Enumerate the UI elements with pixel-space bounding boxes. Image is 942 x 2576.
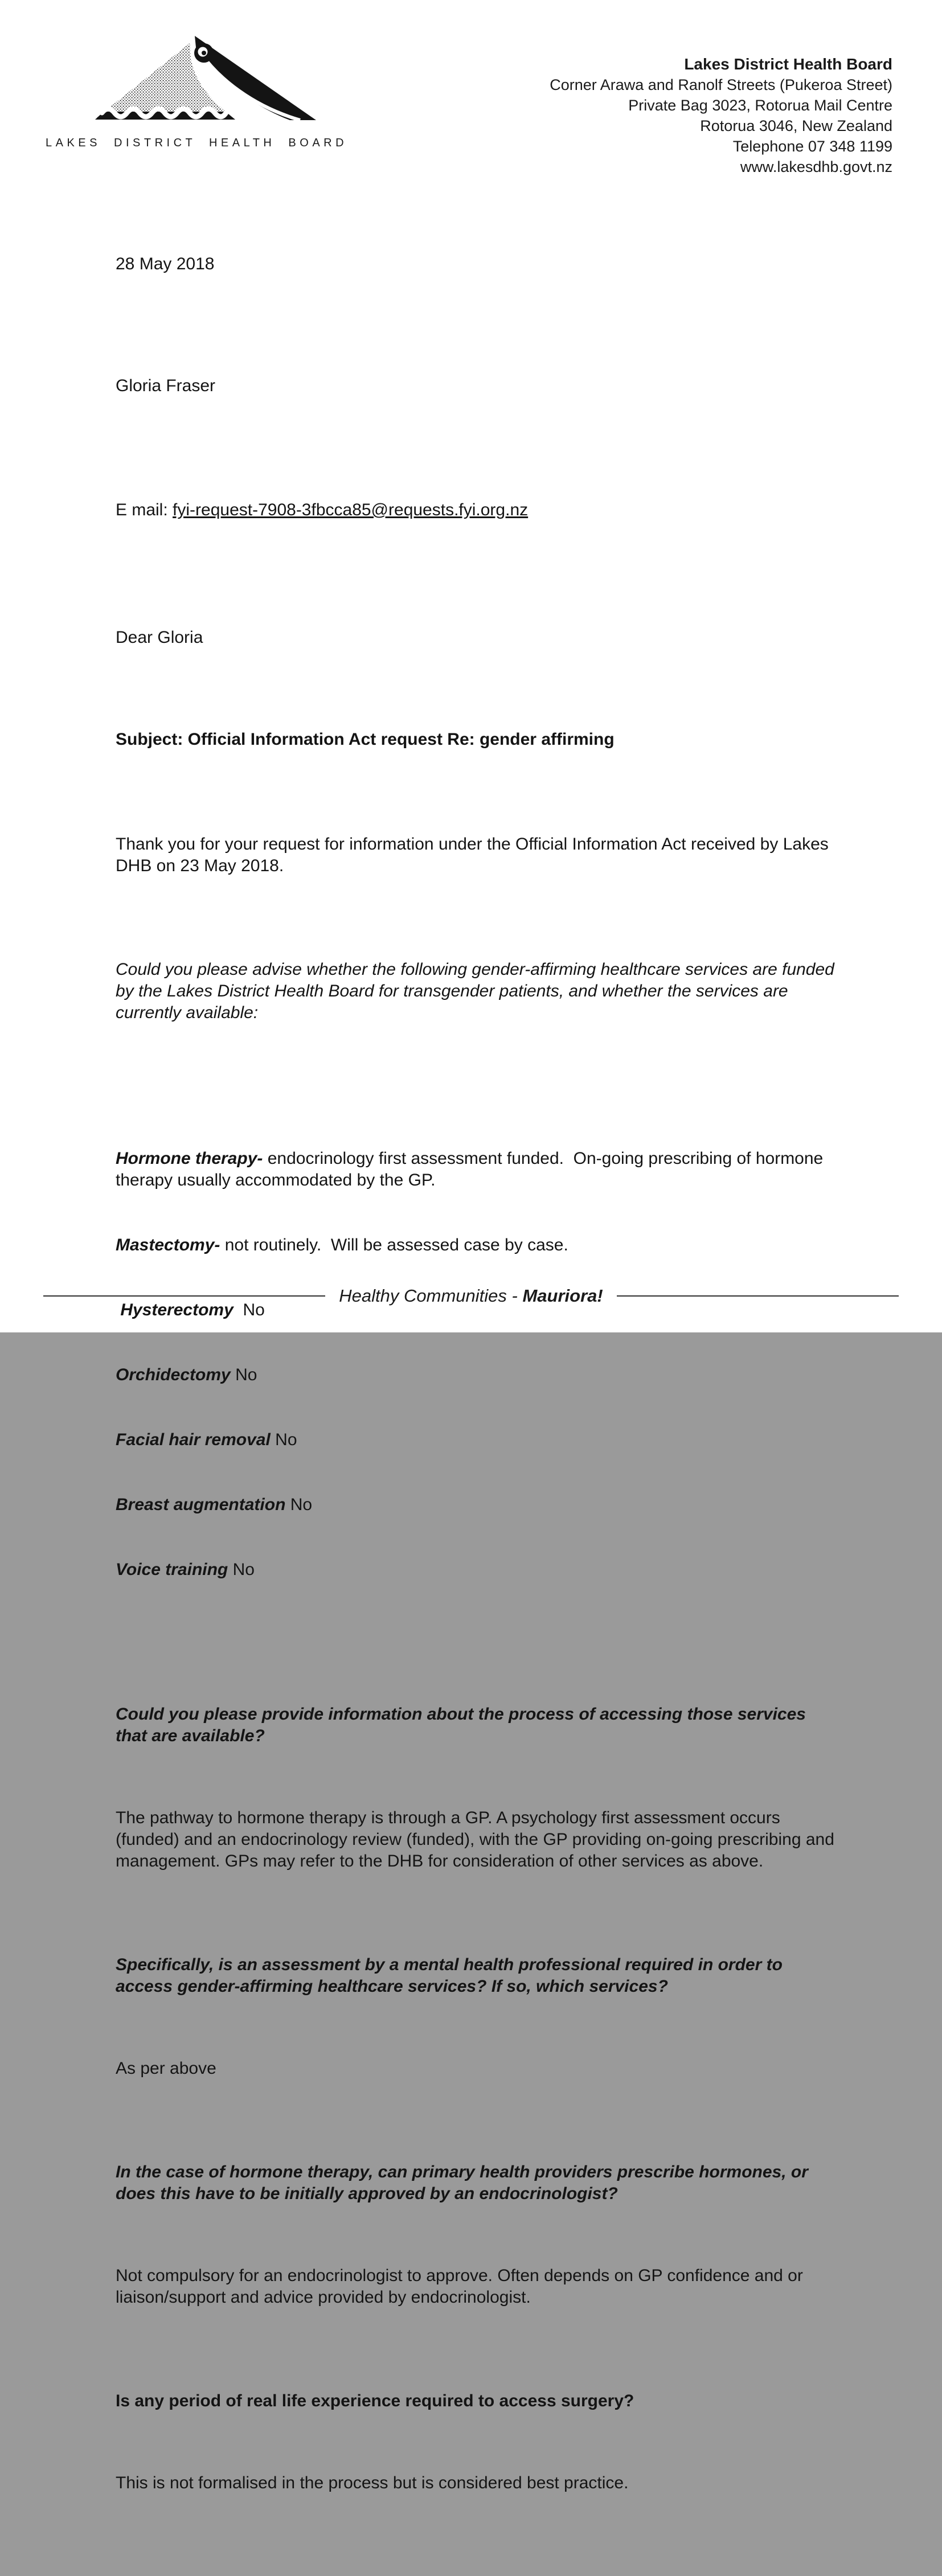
email-link[interactable]: fyi-request-7908-3fbcca85@requests.fyi.org.nz xyxy=(173,501,529,519)
prescribe-question: In the case of hormone therapy, can primary health providers prescribe hormones, or does this have to be initially approved by an endocrinologist? xyxy=(116,2163,813,2203)
service-answer: No xyxy=(285,1495,313,1514)
mental-health-answer: As per above xyxy=(116,2059,216,2078)
email-label: E mail: xyxy=(116,501,173,519)
services-question: Could you please advise whether the following gender-affirming healthcare services are funded by the Lakes District Health Board for transgender patients, and whether the services are currently available: xyxy=(116,960,839,1022)
phone-line: Telephone 07 348 1199 xyxy=(732,138,892,155)
recipient-name: Gloria Fraser xyxy=(116,376,216,395)
rle-answer: This is not formalised in the process but is considered best practice. xyxy=(116,2474,629,2492)
services-list xyxy=(116,1105,834,1624)
footer-rule-right xyxy=(617,1295,899,1297)
address-line: Rotorua 3046, New Zealand xyxy=(700,117,892,134)
service-answer: No xyxy=(270,1430,297,1449)
email-line xyxy=(116,499,834,521)
process-answer: The pathway to hormone therapy is through a GP. A psychology first assessment occurs (funded) and an endocrinology review (funded), with the GP providing on-going prescribing and management. GPs may refer to the DHB for consideration of other services as above. xyxy=(116,1808,839,1871)
address-line: Corner Arawa and Ranolf Streets (Pukeroa Street) xyxy=(550,76,892,93)
service-answer: endocrinology first assessment funded. On-going prescribing of hormone therapy usually accommodated by the GP. xyxy=(116,1149,828,1189)
service-term: Hysterectomy xyxy=(116,1301,234,1319)
service-item xyxy=(116,1429,834,1451)
letterhead-contact-block xyxy=(550,54,892,177)
address-line: Private Bag 3023, Rotorua Mail Centre xyxy=(628,97,892,114)
process-question: Could you please provide information about the process of accessing those services that are available? xyxy=(116,1705,811,1745)
footer-tagline-bar xyxy=(0,1286,942,1306)
rle-question: Is any period of real life experience required to access surgery? xyxy=(116,2392,634,2410)
service-answer: No xyxy=(233,1301,265,1319)
service-item xyxy=(116,1494,834,1516)
service-term: Orchidectomy xyxy=(116,1365,231,1384)
tagline-regular: Healthy Communities - xyxy=(339,1286,523,1306)
subject-line: Subject: Official Information Act request Re: gender affirming xyxy=(116,730,615,749)
letter-body xyxy=(116,188,839,2576)
service-answer: not routinely. Will be assessed case by case. xyxy=(220,1236,568,1254)
website-line: www.lakesdhb.govt.nz xyxy=(740,158,892,175)
service-answer: No xyxy=(230,1365,257,1384)
letter-date: 28 May 2018 xyxy=(116,255,215,273)
service-item xyxy=(116,1559,834,1581)
logo-wordmark: LAKES DISTRICT HEALTH BOARD xyxy=(46,137,348,149)
footer-rule-left xyxy=(43,1295,325,1297)
service-term: Breast augmentation xyxy=(116,1495,286,1514)
service-item xyxy=(116,1364,834,1386)
salutation: Dear Gloria xyxy=(116,628,203,647)
prescribe-answer: Not compulsory for an endocrinologist to approve. Often depends on GP confidence and or liaison/support and advice provided by endocrinologist. xyxy=(116,2266,808,2307)
service-item xyxy=(116,1148,834,1191)
footer-tagline xyxy=(325,1286,616,1306)
intro-paragraph: Thank you for your request for information under the Official Information Act received by Lakes DHB on 23 May 2018. xyxy=(116,835,834,875)
org-name: Lakes District Health Board xyxy=(684,55,892,73)
tagline-bold: Mauriora! xyxy=(522,1286,603,1306)
service-term: Hormone therapy- xyxy=(116,1149,263,1168)
mountain-koru-logo-icon xyxy=(54,28,322,134)
service-item xyxy=(116,1234,834,1256)
service-term: Mastectomy- xyxy=(116,1236,220,1254)
service-term: Facial hair removal xyxy=(116,1430,271,1449)
service-term: Voice training xyxy=(116,1560,228,1579)
service-answer: No xyxy=(228,1560,255,1579)
mental-health-question: Specifically, is an assessment by a mental health professional required in order to access gender-affirming healthcare services? If so, which services? xyxy=(116,1955,788,1996)
